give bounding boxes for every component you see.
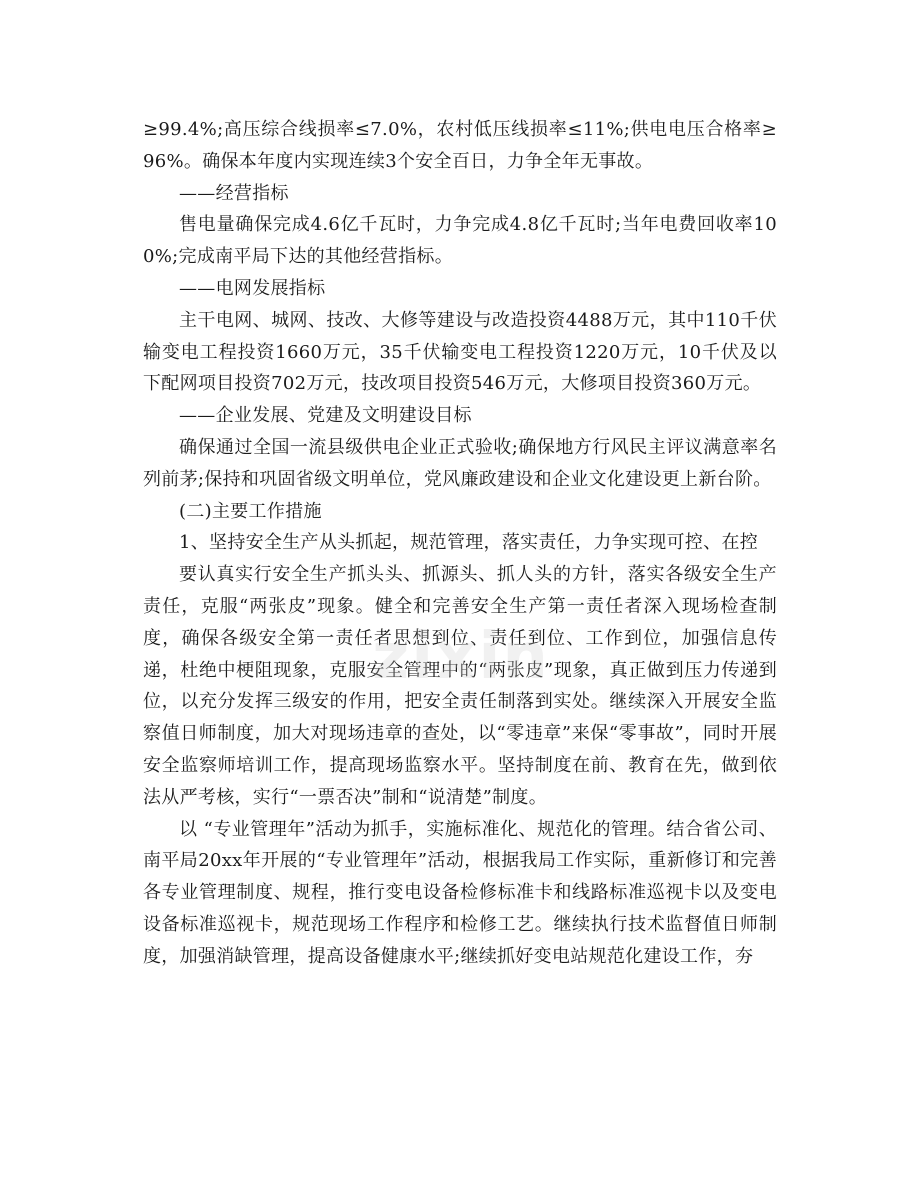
heading-operating-indicators: ——经营指标 bbox=[179, 182, 289, 204]
paragraph-quality-targets: ≥99.4%;高压综合线损率≤7.0%，农村低压线损率≤11%;供电电压合格率≥96%。确保本年度内实现连续3个安全百日，力争全年无事故。 bbox=[143, 119, 777, 172]
paragraph-grid-development: 主干电网、城网、技改、大修等建设与改造投资4488万元，其中110千伏输变电工程投资1660万元，35千伏输变电工程投资1220万元，10千伏及以下配网项目投资702万元，技改项目投资546万元，大修项目投资360万元。 bbox=[143, 309, 777, 395]
heading-main-measures: (二)主要工作措施 bbox=[179, 500, 322, 522]
document-body bbox=[143, 114, 777, 973]
heading-grid-development: ——电网发展指标 bbox=[179, 277, 326, 299]
watermark-glyphs: zixin bbox=[372, 620, 550, 694]
paragraph-safety-details: 要认真实行安全生产抓头头、抓源头、抓人头的方针，落实各级安全生产责任，克服“两张皮”现象。健全和完善安全生产第一责任者深入现场检查制度，确保各级安全第一责任者思想到位、责任到位、工作到位，加强信息传递，杜绝中梗阻现象，克服安全管理中的“两张皮”现象，真正做到压力传递到位，以充分发挥三级安的作用，把安全责任制落到实处。继续深入开展安全监察值日师制度，加大对现场违章的查处，以“零违章”来保“零事故”，同时开展安全监察师培训工作，提高现场监察水平。坚持制度在前、教育在先，做到依法从严考核，实行“一票否决”制和“说清楚”制度。 bbox=[143, 564, 777, 808]
paragraph-safety-heading: 1、坚持安全生产从头抓起，规范管理，落实责任，力争实现可控、在控 bbox=[179, 532, 759, 554]
heading-enterprise-goals: ——企业发展、党建及文明建设目标 bbox=[179, 405, 472, 427]
paragraph-management-year: 以 “专业管理年”活动为抓手，实施标准化、规范化的管理。结合省公司、南平局20xx年开展的“专业管理年”活动，根据我局工作实际，重新修订和完善各专业管理制度、规程，推行变电设备检修标准卡和线路标准巡视卡以及变电设备标准巡视卡，规范现场工作程序和检修工艺。继续执行技术监督值日师制度，加强消缺管理，提高设备健康水平;继续抓好变电站规范化建设工作，夯 bbox=[143, 818, 777, 967]
paragraph-operating-indicators: 售电量确保完成4.6亿千瓦时，力争完成4.8亿千瓦时;当年电费回收率100%;完成南平局下达的其他经营指标。 bbox=[143, 214, 777, 268]
paragraph-enterprise-goals: 确保通过全国一流县级供电企业正式验收;确保地方行风民主评议满意率名列前茅;保持和巩固省级文明单位，党风廉政建设和企业文化建设更上新台阶。 bbox=[143, 436, 777, 490]
